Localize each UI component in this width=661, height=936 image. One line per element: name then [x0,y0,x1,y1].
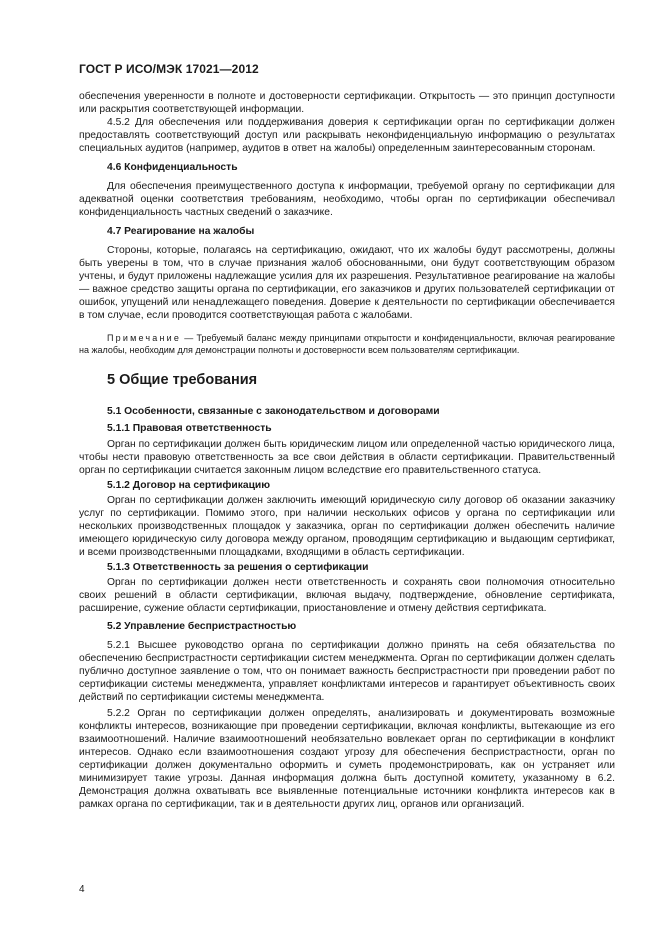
paragraph-5-2-1: 5.2.1 Высшее руководство органа по сертификации должно принять на себя обязательства по обеспечению беспристрастности сертификации систем менеджмента. Орган по сертификации должен сделать публично доступное заявление о том, что он понимает важность беспристрастности при проведении работ по сертификации системы менеджмента, управляет конфликтами интересов и гарантирует объективность своих действий по сертификации системы менеджмента. [79,640,615,703]
document-header: ГОСТ Р ИСО/МЭК 17021—2012 [79,62,259,76]
paragraph-5-1-1: Орган по сертификации должен быть юридическим лицом или определенной частью юридического лица, чтобы нести правовую ответственность за все свои действия в области сертификации. Правительственный орган по сертификации считается законным лицом вследствие его правительственного статуса. [79,439,615,476]
note-text: — Требуемый баланс между принципами открытости и конфиденциальности, включая реагирование на жалобы, необходим для демонстрации полноты и достоверности всем пользователям сертификации. [79,333,615,355]
heading-5-1-2: 5.1.2 Договор на сертификацию [107,480,271,491]
heading-5-2: 5.2 Управление беспристрастностью [107,621,297,632]
page-number: 4 [79,884,85,895]
paragraph-4-6: Для обеспечения преимущественного доступа к информации, требуемой органу по сертификации для адекватной оценки соответствия требованиям, необходимо, чтобы орган по сертификации обеспечивал конфиденциальность частных сведений о заказчике. [79,181,615,218]
section-5-title: 5 Общие требования [107,372,258,388]
paragraph-4-5-2: 4.5.2 Для обеспечения или поддерживания доверия к сертификации орган по сертификации должен предоставлять соответствующий доступ или раскрывать неконфиденциальную информацию о результатах специальных аудитов (например, аудитов в ответ на жалобы) определенным заинтересованным сторонам. [79,117,615,154]
heading-4-6: 4.6 Конфиденциальность [107,162,238,173]
heading-4-7: 4.7 Реагирование на жалобы [107,226,255,237]
heading-5-1: 5.1 Особенности, связанные с законодательством и договорами [107,406,440,417]
document-body [79,90,615,811]
paragraph-5-2-2: 5.2.2 Орган по сертификации должен определять, анализировать и документировать возможные конфликты интересов, возникающие при проведении сертификации, включая конфликты, вытекающие из его взаимоотношений. Наличие взаимоотношений необязательно вовлекает орган по сертификации в конфликт интересов. Однако если взаимоотношения создают угрозу для обеспечения беспристрастности, орган по сертификации должен документально оформить и суметь продемонстрировать, как он устраняет или минимизирует такие угрозы. Данная информация должна быть доступной комитету, указанному в 6.2. Демонстрация должна охватывать все выявленные потенциальные источники конфликта интересов как в рамках органа по сертификации, так и в деятельности других лиц, органов или организаций. [79,708,615,810]
note-label: Примечание [107,333,182,343]
heading-5-1-1: 5.1.1 Правовая ответственность [107,423,272,434]
note [79,332,615,356]
heading-5-1-3: 5.1.3 Ответственность за решения о сертификации [107,562,369,573]
paragraph-5-1-2: Орган по сертификации должен заключить имеющий юридическую силу договор об оказании заказчику услуг по сертификации. Помимо этого, при наличии нескольких офисов у органа по сертификации или нескольких производственных площадок у заказчика, орган по сертификации должен обеспечить наличие имеющего юридическую силу договора между органом, проводящим сертификацию и выдающим сертификат, и всеми производственными площадками, входящими в область сертификации. [79,495,615,558]
intro-paragraph: обеспечения уверенности в полноте и достоверности сертификации. Открытость — это принцип доступности или раскрытия соответствующей информации. [79,91,615,115]
paragraph-4-7: Стороны, которые, полагаясь на сертификацию, ожидают, что их жалобы будут рассмотрены, должны быть уверены в том, что в случае признания жалоб обоснованными, они будут соответствующим образом учтены, и будут приложены надлежащие усилия для их разрешения. Результативное реагирование на жалобы — важное средство защиты органа по сертификации, его заказчиков и других пользователей сертификации от ошибок, упущений или ненадлежащего поведения. Доверие к деятельности по сертификации обеспечивается в том случае, если проводится соответствующая работа с жалобами. [79,245,615,321]
paragraph-5-1-3: Орган по сертификации должен нести ответственность и сохранять свои полномочия относительно своих решений в области сертификации, включая выдачу, подтверждение, обновление сертификата, расширение, сужение области сертификации, приостановление и отмену действия сертификата. [79,577,615,614]
